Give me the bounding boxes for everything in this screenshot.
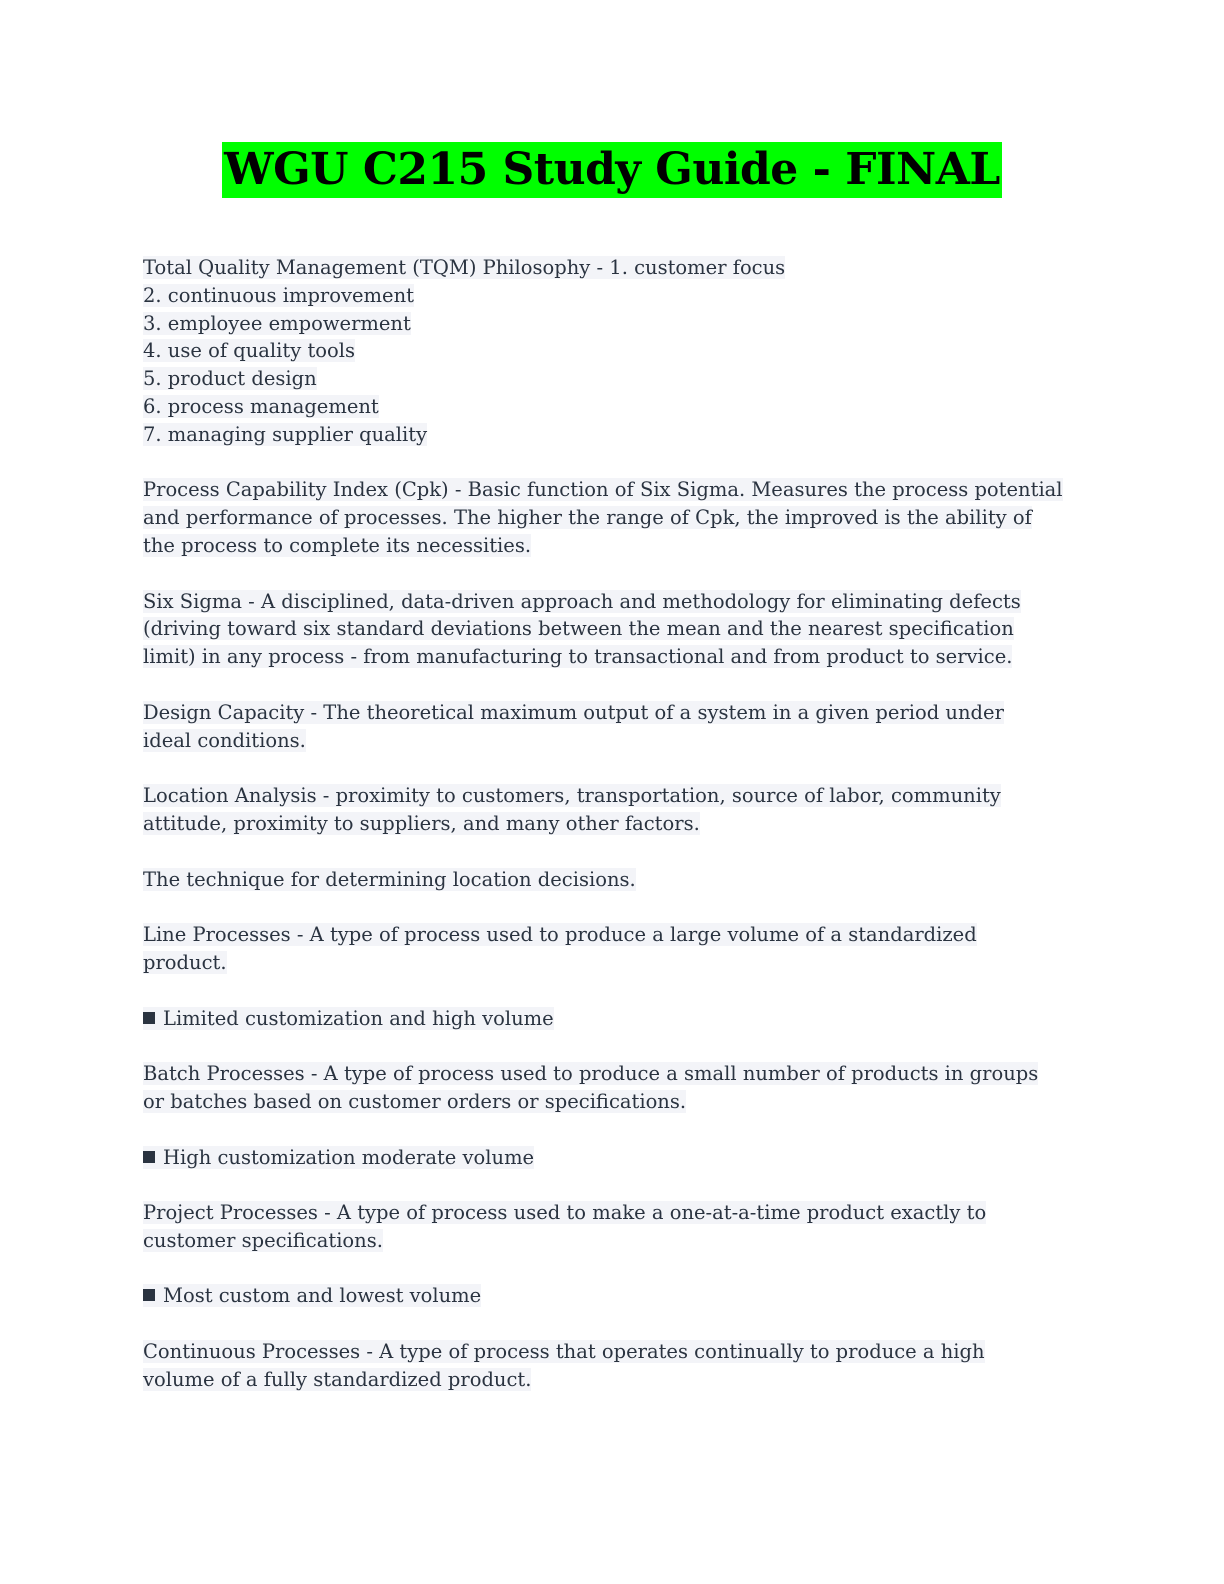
tqm-line-3: 3. employee empowerment bbox=[143, 311, 411, 335]
location-analysis-line-1: Location Analysis - proximity to customers, transportation, source of labor, community bbox=[143, 784, 1001, 808]
project-processes-line-2: customer specifications. bbox=[143, 1228, 383, 1252]
line-processes-entry bbox=[143, 921, 1073, 977]
location-technique-line: The technique for determining location decisions. bbox=[143, 867, 636, 891]
project-processes-bullet-text: Most custom and lowest volume bbox=[163, 1284, 482, 1308]
batch-processes-bullet bbox=[143, 1144, 1073, 1172]
title-wrapper bbox=[0, 142, 1224, 198]
cpk-line-2: and performance of processes. The higher the range of Cpk, the improved is the ability of bbox=[143, 506, 1032, 530]
cpk-entry bbox=[143, 476, 1073, 559]
document-title: WGU C215 Study Guide - FINAL bbox=[222, 142, 1002, 198]
document-body bbox=[143, 254, 1073, 1421]
batch-processes-bullet-text: High customization moderate volume bbox=[163, 1145, 535, 1169]
square-bullet-icon bbox=[143, 1289, 155, 1301]
tqm-entry bbox=[143, 254, 1073, 449]
six-sigma-entry bbox=[143, 588, 1073, 671]
project-processes-entry bbox=[143, 1199, 1073, 1255]
continuous-processes-line-2: volume of a fully standardized product. bbox=[143, 1367, 532, 1391]
tqm-line-4: 4. use of quality tools bbox=[143, 339, 356, 363]
tqm-line-7: 7. managing supplier quality bbox=[143, 422, 428, 446]
design-capacity-entry bbox=[143, 699, 1073, 755]
square-bullet-icon bbox=[143, 1012, 155, 1024]
line-processes-bullet bbox=[143, 1005, 1073, 1033]
continuous-processes-line-1: Continuous Processes - A type of process that operates continually to produce a high bbox=[143, 1340, 985, 1364]
location-analysis-line-2: attitude, proximity to suppliers, and many other factors. bbox=[143, 811, 700, 835]
project-processes-line-1: Project Processes - A type of process used to make a one-at-a-time product exactly to bbox=[143, 1201, 987, 1225]
line-processes-line-1: Line Processes - A type of process used to produce a large volume of a standardized bbox=[143, 923, 977, 947]
tqm-line-5: 5. product design bbox=[143, 367, 317, 391]
batch-processes-entry bbox=[143, 1060, 1073, 1116]
six-sigma-line-3: limit) in any process - from manufacturing to transactional and from product to service. bbox=[143, 645, 1013, 669]
six-sigma-line-1: Six Sigma - A disciplined, data-driven approach and methodology for eliminating defects bbox=[143, 589, 1021, 613]
tqm-line-1: Total Quality Management (TQM) Philosophy - 1. customer focus bbox=[143, 256, 786, 279]
tqm-line-2: 2. continuous improvement bbox=[143, 283, 414, 307]
tqm-line-6: 6. process management bbox=[143, 394, 379, 418]
batch-processes-line-2: or batches based on customer orders or specifications. bbox=[143, 1089, 687, 1113]
cpk-line-3: the process to complete its necessities. bbox=[143, 533, 532, 557]
project-processes-bullet bbox=[143, 1282, 1073, 1310]
line-processes-bullet-text: Limited customization and high volume bbox=[163, 1006, 554, 1030]
cpk-line-1: Process Capability Index (Cpk) - Basic function of Six Sigma. Measures the process potential bbox=[143, 478, 1063, 502]
location-analysis-entry bbox=[143, 782, 1073, 838]
design-capacity-line-2: ideal conditions. bbox=[143, 728, 306, 752]
location-technique-entry bbox=[143, 866, 1073, 894]
square-bullet-icon bbox=[143, 1151, 155, 1163]
design-capacity-line-1: Design Capacity - The theoretical maximum output of a system in a given period under bbox=[143, 700, 1004, 724]
line-processes-line-2: product. bbox=[143, 950, 227, 974]
continuous-processes-entry bbox=[143, 1338, 1073, 1394]
six-sigma-line-2: (driving toward six standard deviations between the mean and the nearest specification bbox=[143, 617, 1014, 641]
batch-processes-line-1: Batch Processes - A type of process used to produce a small number of products in groups bbox=[143, 1062, 1039, 1086]
